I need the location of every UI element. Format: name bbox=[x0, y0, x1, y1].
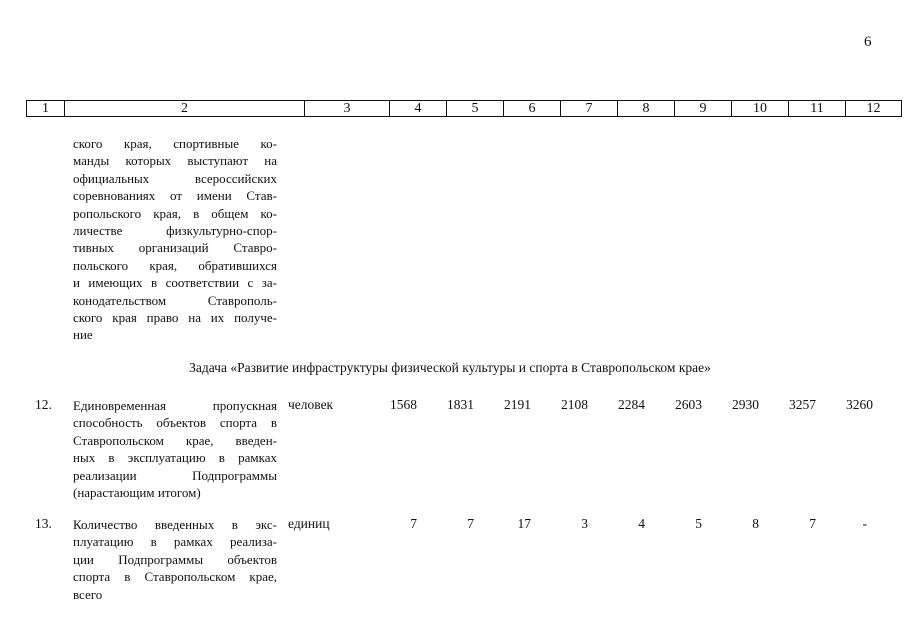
text-line: ции Подпрограммы объектов bbox=[73, 551, 277, 567]
text-line: (нарастающим итогом) bbox=[73, 485, 201, 501]
column-number: 7 bbox=[561, 101, 618, 117]
value-cell: 2108 bbox=[561, 397, 588, 412]
text-line: ных в эксплуатацию в рамках bbox=[73, 450, 277, 466]
unit-of-measure: единиц bbox=[288, 516, 330, 531]
value-cell: 2191 bbox=[504, 397, 531, 412]
page-number: 6 bbox=[864, 34, 872, 50]
row-number: 12. bbox=[35, 397, 52, 412]
value-cell: 17 bbox=[517, 516, 531, 531]
column-number: 6 bbox=[504, 101, 561, 117]
value-cell: 5 bbox=[695, 516, 702, 531]
indicator-name bbox=[73, 397, 277, 501]
text-line: ского края право на их получе- bbox=[73, 310, 277, 326]
text-line: официальных всероссийских bbox=[73, 170, 277, 186]
text-line: плуатацию в рамках реализа- bbox=[73, 534, 277, 550]
unit-of-measure: человек bbox=[288, 397, 334, 412]
column-number: 1 bbox=[27, 101, 65, 117]
column-number: 10 bbox=[732, 101, 789, 117]
column-number: 12 bbox=[846, 101, 902, 117]
indicator-name bbox=[73, 516, 277, 603]
column-number: 3 bbox=[305, 101, 390, 117]
text-line: польского края, обратившихся bbox=[73, 257, 277, 273]
continued-indicator-text bbox=[73, 135, 277, 344]
column-number: 5 bbox=[447, 101, 504, 117]
text-line: и имеющих в соответствии с за- bbox=[73, 275, 277, 291]
column-number-header bbox=[26, 100, 902, 117]
value-cell: 3 bbox=[581, 516, 588, 531]
column-number: 2 bbox=[65, 101, 305, 117]
text-line: ропольского края, в общем ко- bbox=[73, 205, 277, 221]
text-line: тивных организаций Ставро- bbox=[73, 240, 277, 256]
text-line: соревнованиях от имени Став- bbox=[73, 188, 277, 204]
text-line: ние bbox=[73, 327, 93, 343]
value-cell: 8 bbox=[752, 516, 759, 531]
task-heading: Задача «Развитие инфраструктуры физической культуры и спорта в Ставропольском крае» bbox=[189, 360, 711, 375]
value-cell: 7 bbox=[467, 516, 474, 531]
text-line: спорта в Ставропольском крае, bbox=[73, 569, 277, 585]
text-line: конодательством Ставрополь- bbox=[73, 292, 277, 308]
text-line: способность объектов спорта в bbox=[73, 415, 277, 431]
value-cell: 2603 bbox=[675, 397, 702, 412]
text-line: Количество введенных в экс- bbox=[73, 517, 277, 532]
value-cell: 2284 bbox=[618, 397, 645, 412]
column-number: 11 bbox=[789, 101, 846, 117]
value-cell: - bbox=[862, 516, 867, 531]
text-line: всего bbox=[73, 586, 103, 602]
text-line: реализации Подпрограммы bbox=[73, 467, 277, 483]
text-line: ского края, спортивные ко- bbox=[73, 136, 277, 151]
value-cell: 4 bbox=[638, 516, 645, 531]
value-cell: 7 bbox=[410, 516, 417, 531]
value-cell: 3257 bbox=[789, 397, 816, 412]
row-number: 13. bbox=[35, 516, 52, 531]
value-cell: 1568 bbox=[390, 397, 417, 412]
column-number: 8 bbox=[618, 101, 675, 117]
text-line: личестве физкультурно-спор- bbox=[73, 223, 277, 239]
column-number: 9 bbox=[675, 101, 732, 117]
value-cell: 7 bbox=[809, 516, 816, 531]
value-cell: 1831 bbox=[447, 397, 474, 412]
value-cell: 3260 bbox=[846, 397, 873, 412]
column-number: 4 bbox=[390, 101, 447, 117]
text-line: манды которых выступают на bbox=[73, 153, 277, 169]
text-line: Единовременная пропускная bbox=[73, 398, 277, 413]
value-cell: 2930 bbox=[732, 397, 759, 412]
text-line: Ставропольском крае, введен- bbox=[73, 432, 277, 448]
